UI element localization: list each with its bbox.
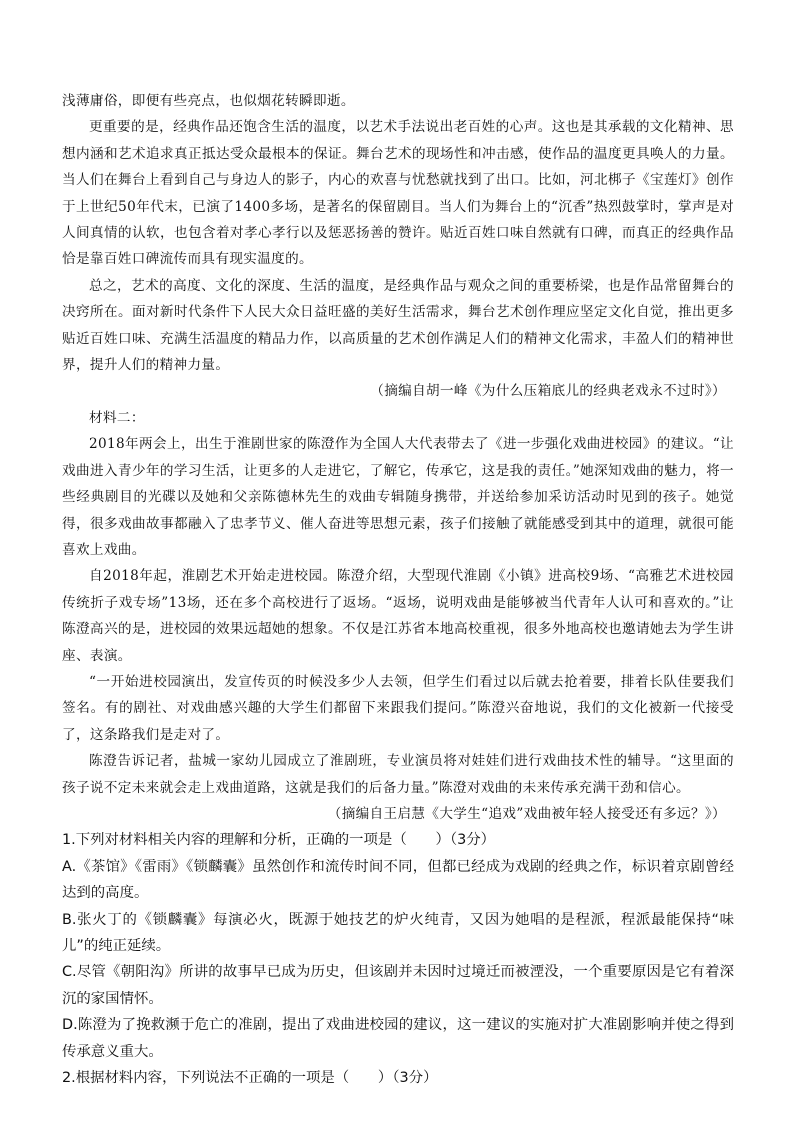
paragraph-importance: 更重要的是，经典作品还饱含生活的温度，以艺术手法说出老百姓的心声。这也是其承载的文化精神、思想内涵和艺术追求真正抵达受众最根本的保证。舞台艺术的现场性和冲击感，使作品的温度更具唤人的力量。当人们在舞台上看到自己与身边人的影子，内心的欢喜与忧愁就找到了出口。比如，河北梆子《宝莲灯》创作于上世纪50年代末，已演了1400多场，是著名的保留剧目。当人们为舞台上的“沉香”热烈鼓掌时，掌声是对人间真情的认软，也包含着对孝心孝行以及惩恶扬善的赞许。贴近百姓口味自然就有口碑，而真正的经典作品恰是靠百姓口碑流传而具有现实温度的。 <box>62 119 734 268</box>
paragraph-summary: 总之，艺术的高度、文化的深度、生活的温度，是经典作品与观众之间的重要桥梁，也是作品常留舞台的决窍所在。面对新时代条件下人民大众日益旺盛的美好生活需求，舞台艺术创作理应坚定文化自觉，推出更多贴近百姓口味、充满生活温度的精品力作，以高质量的艺术创作满足人们的精神文化需求，丰盈人们的精神世界，提升人们的精神力量。 <box>62 277 734 374</box>
paragraph-m2-performance: “一开始进校园演出，发宣传页的时候没多少人去领，但学生们看过以后就去抢着要，排着长队佳要我们签名。有的剧社、对戏曲感兴趣的大学生们都留下来跟我们提问。”陈澄兴奋地说，我们的文化被新一代接受了，这条路我们是走对了。 <box>62 673 734 743</box>
source-citation-1: （摘编自胡一峰《为什么压箱底儿的经典老戏永不过时》） <box>370 383 726 400</box>
question-1-option-d: D.陈澄为了挽救濒于危亡的准剧，提出了戏曲进校园的建议，这一建议的实施对扩大准剧影响并使之得到传承意义重大。 <box>62 1017 734 1060</box>
material2-label: 材料二： <box>89 409 145 426</box>
question-1-stem: 1.下列对材料相关内容的理解和分析，正确的一项是（ ）（3分） <box>62 832 496 849</box>
paragraph-m2-proposal: 2018年两会上，出生于淮剧世家的陈澄作为全国人大代表带去了《进一步强化戏曲进校园》的建议。“让戏曲进入青少年的学习生活，让更多的人走进它，了解它，传承它，这是我的责任。”她深知戏曲的魅力，将一些经典剧目的光碟以及她和父亲陈德林先生的戏曲专辑随身携带，并送给参加采访活动时见到的孩子。她觉得，很多戏曲故事都融入了忠孝节义、催人奋进等思想元素，孩子们接触了就能感受到其中的道理，就很可能喜欢上戏曲。 <box>62 436 734 558</box>
source-citation-2: （摘编自王启慧《大学生“追戏”戏曲被年轻人接受还有多远？》） <box>327 805 726 822</box>
question-1-option-a: A.《茶馆》《雷雨》《锁麟囊》虽然创作和流传时间不同，但都已经成为戏剧的经典之作，标识着京剧曾经达到的高度。 <box>62 858 734 902</box>
material1-tail: 浅薄庸俗，即便有些亮点，也似烟花转瞬即逝。 <box>62 93 355 109</box>
paragraph-m2-kindergarten: 陈澄告诉记者，盐城一家幼儿园成立了淮剧班，专业演员将对娃娃们进行戏曲技术性的辅导。“这里面的孩子说不定未来就会走上戏曲道路，这就是我们的后备力量。”陈澄对戏曲的未来传承充满干劲和信心。 <box>62 753 734 796</box>
document-page <box>62 88 734 1091</box>
question-1-option-c: C.尽管《朝阳沟》所讲的故事早已成为历史，但该剧并未因时过境迁而被湮没，一个重要原因是它有着深沉的家国情怀。 <box>62 964 734 1007</box>
paragraph-m2-campus: 自2018年起，淮剧艺术开始走进校园。陈澄介绍，大型现代淮剧《小镇》进高校9场、“高雅艺术进校园传统折子戏专场”13场，还在多个高校进行了返场。“返场，说明戏曲是能够被当代青年人认可和喜欢的。”让陈澄高兴的是，进校园的效果远超她的想象。不仅是江苏省本地高校重视，很多外地高校也邀请她去为学生讲座、表演。 <box>62 568 734 664</box>
question-2-stem: 2.根据材料内容，下列说法不正确的一项是（ ）（3分） <box>62 1070 438 1087</box>
question-1-option-b: B.张火丁的《锁麟囊》每演必火，既源于她技艺的炉火纯青，又因为她唱的是程派，程派最能保持“味儿”的纯正延续。 <box>62 911 734 954</box>
